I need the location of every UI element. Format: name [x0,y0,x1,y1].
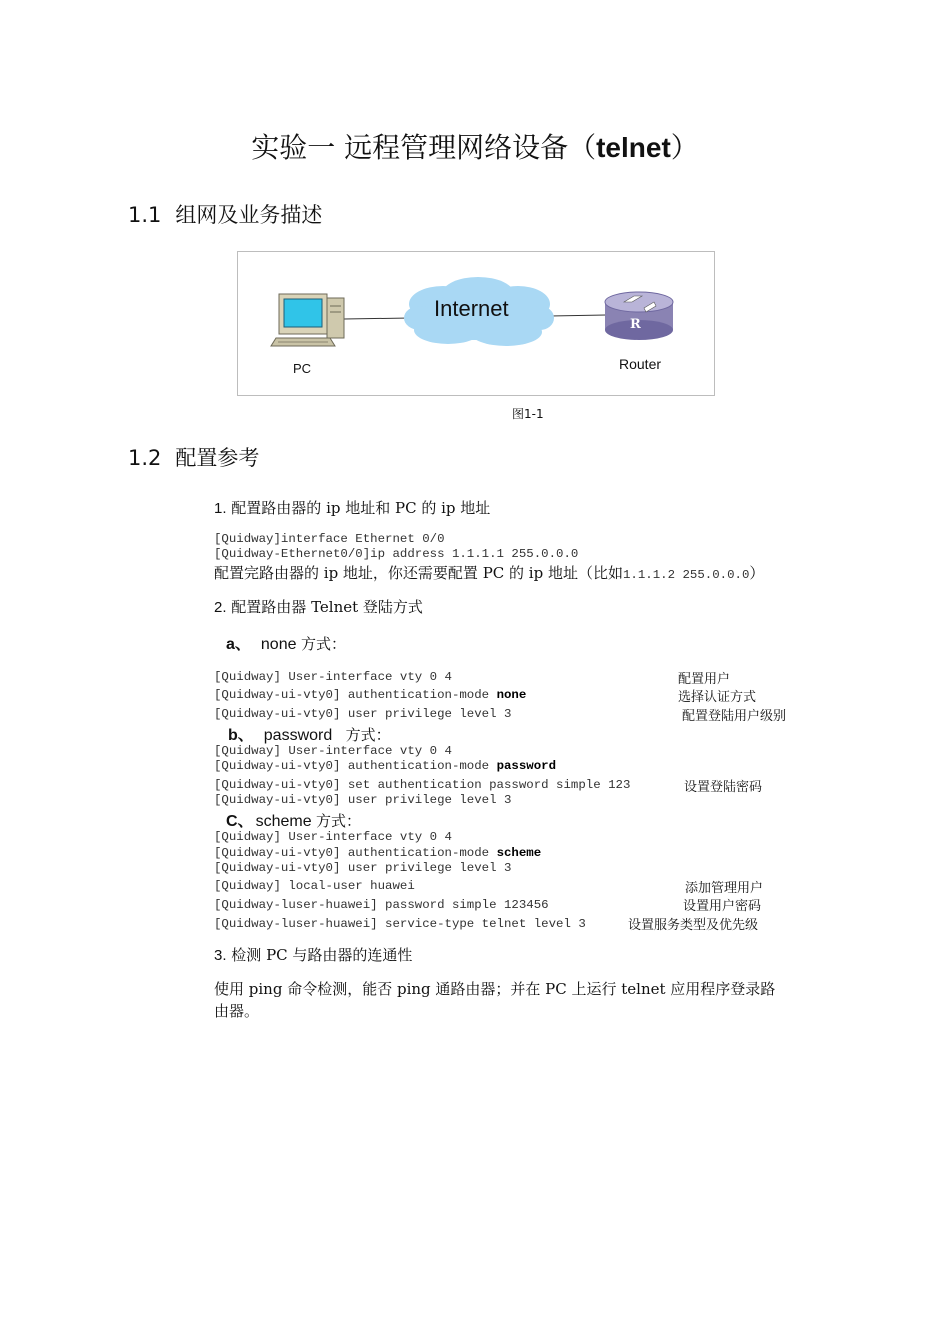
section-title: 配置参考 [175,446,260,470]
command-line: [Quidway] User-interface vty 0 4 [214,830,452,844]
note-text: 配置完路由器的 ip 地址，你还需要配置 PC 的 ip 地址（比如 [214,564,623,582]
command-note: 添加管理用户 [685,881,764,896]
mode-c-heading [226,808,361,831]
section-heading-1-1 [128,199,322,229]
title-suffix: ） [670,131,699,164]
step-number: 1. [214,500,227,517]
command-keyword: none [496,688,527,702]
command-note: 设置用户密码 [683,899,762,914]
step-text: 配置路由器 Telnet 登陆方式 [231,598,423,616]
mode-suffix: 方式： [316,812,362,830]
pc-icon [271,292,344,346]
page-title [0,126,950,166]
command-keyword: password [496,759,557,773]
link-pc-internet [344,318,410,319]
link-internet-router [550,315,606,316]
pc-label: PC [293,361,312,376]
command-note: 配置用户 [678,672,731,687]
note-ip: 1.1.1.2 255.0.0.0 [622,568,750,582]
command-line: [Quidway] local-user huawei [214,879,415,893]
command-line: [Quidway-ui-vty0] authentication-mode password [214,759,557,773]
mode-name: none [260,636,297,653]
command-line: [Quidway-luser-huawei] service-type telnet level 3 [214,917,586,931]
mode-b-heading [228,722,391,745]
step-3-heading [214,944,412,965]
step-1-heading [214,497,490,518]
step-1-note [214,562,764,583]
command-line: [Quidway]interface Ethernet 0/0 [214,532,445,546]
command-line: [Quidway-ui-vty0] set authentication password simple 123 [214,778,631,792]
step-3-body-line-2: 由器。 [214,1002,260,1020]
command-note: 配置登陆用户级别 [682,709,787,724]
command-line: [Quidway-ui-vty0] user privilege level 3 [214,793,512,807]
step-text: 配置路由器的 ip 地址和 PC 的 ip 地址 [231,499,491,517]
command-line: [Quidway-ui-vty0] user privilege level 3 [214,861,512,875]
mode-suffix: 方式： [345,726,391,744]
command-line: [Quidway] User-interface vty 0 4 [214,670,452,684]
mode-letter: C、 [226,813,254,830]
section-number: 1.1 [128,203,162,227]
command-note: 选择认证方式 [678,690,757,705]
network-diagram [237,251,715,396]
note-close: ） [749,564,765,582]
step-number: 3. [214,947,227,964]
command-line: [Quidway-ui-vty0] user privilege level 3 [214,707,512,721]
figure-caption: 图1-1 [512,407,544,421]
mode-letter: b、 [228,727,254,744]
title-text: 实验一 远程管理网络设备（ [251,131,597,164]
section-heading-1-2 [128,442,259,472]
section-number: 1.2 [128,446,162,470]
router-icon [605,292,673,340]
command-keyword: scheme [496,846,542,860]
command-note: 设置登陆密码 [684,780,763,795]
mode-letter: a、 [226,636,251,653]
mode-suffix: 方式： [300,635,346,653]
router-label: Router [619,356,662,372]
step-3-body-line-1: 使用 ping 命令检测，能否 ping 通路由器；并在 PC 上运行 telnet 应用程序登录路 [214,980,776,998]
command-note: 设置服务类型及优先级 [628,918,759,933]
step-number: 2. [214,599,227,616]
step-2-heading [214,596,423,617]
command-line: [Quidway-ui-vty0] authentication-mode none [214,688,527,702]
command-line: [Quidway-ui-vty0] authentication-mode scheme [214,846,542,860]
mode-a-heading [226,631,346,654]
section-title: 组网及业务描述 [175,203,323,227]
step-text: 检测 PC 与路由器的连通性 [231,946,413,964]
mode-name: password [263,727,333,744]
command-line: [Quidway-Ethernet0/0]ip address 1.1.1.1 255.0.0.0 [214,547,579,561]
title-keyword: telnet [596,132,671,163]
network-diagram-svg [238,252,714,395]
command-line: [Quidway] User-interface vty 0 4 [214,744,452,758]
internet-label: Internet [434,296,509,321]
command-line: [Quidway-luser-huawei] password simple 123456 [214,898,549,912]
mode-name: scheme [255,813,312,830]
svg-text:R: R [630,317,641,332]
